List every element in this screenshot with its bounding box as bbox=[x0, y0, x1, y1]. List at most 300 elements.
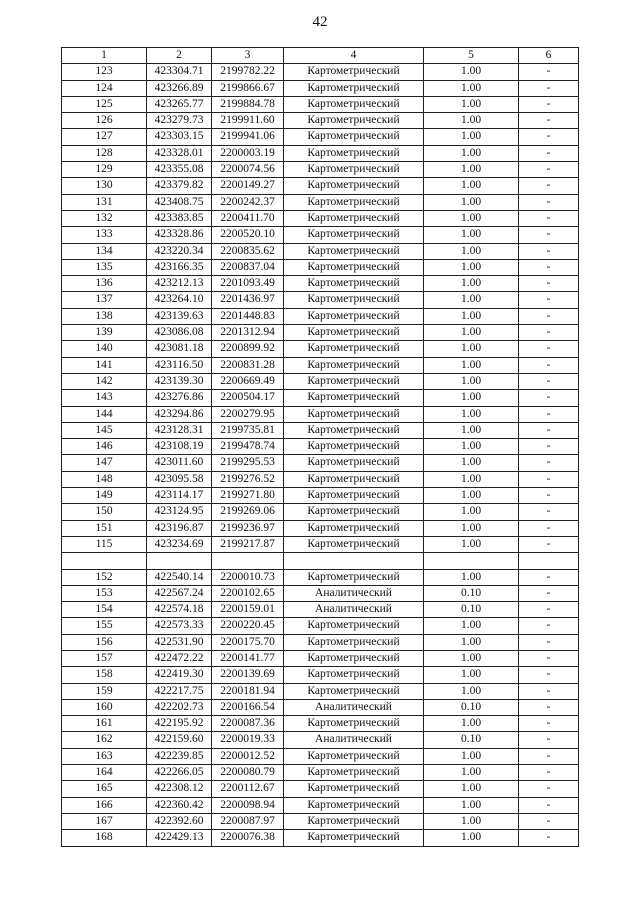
table-cell: 1.00 bbox=[424, 569, 519, 585]
table-cell: 2201436.97 bbox=[212, 292, 284, 308]
table-cell: - bbox=[519, 618, 579, 634]
table-cell: 135 bbox=[62, 259, 147, 275]
table-cell: Картометрический bbox=[284, 830, 424, 846]
table-row bbox=[62, 210, 579, 226]
table-cell: 168 bbox=[62, 830, 147, 846]
table-row bbox=[62, 797, 579, 813]
table-row bbox=[62, 683, 579, 699]
table-cell: 2200102.65 bbox=[212, 585, 284, 601]
table-cell: - bbox=[519, 699, 579, 715]
table-cell: 423139.30 bbox=[147, 373, 212, 389]
table-cell: 133 bbox=[62, 227, 147, 243]
table-cell: 1.00 bbox=[424, 357, 519, 373]
table-cell: 167 bbox=[62, 813, 147, 829]
table-cell: 156 bbox=[62, 634, 147, 650]
table-cell: 138 bbox=[62, 308, 147, 324]
table-row bbox=[62, 276, 579, 292]
table-cell: 2200166.54 bbox=[212, 699, 284, 715]
table-cell: 159 bbox=[62, 683, 147, 699]
table-cell: 423086.08 bbox=[147, 325, 212, 341]
table-cell: 166 bbox=[62, 797, 147, 813]
table-cell: 1.00 bbox=[424, 243, 519, 259]
page-number: 42 bbox=[312, 14, 328, 30]
table-cell: - bbox=[519, 455, 579, 471]
table-cell: 423279.73 bbox=[147, 113, 212, 129]
table-cell: 1.00 bbox=[424, 325, 519, 341]
table-row bbox=[62, 732, 579, 748]
table-cell: - bbox=[519, 113, 579, 129]
table-row bbox=[62, 765, 579, 781]
table-cell: 2199782.22 bbox=[212, 64, 284, 80]
table-cell: - bbox=[519, 64, 579, 80]
table-cell bbox=[284, 553, 424, 569]
table-cell: - bbox=[519, 765, 579, 781]
table-cell: 423328.86 bbox=[147, 227, 212, 243]
table-cell: Картометрический bbox=[284, 227, 424, 243]
table-cell: Картометрический bbox=[284, 357, 424, 373]
table-cell: 423294.86 bbox=[147, 406, 212, 422]
table-cell: Картометрический bbox=[284, 308, 424, 324]
table-cell: 157 bbox=[62, 650, 147, 666]
table-cell: 423379.82 bbox=[147, 178, 212, 194]
table-cell: - bbox=[519, 357, 579, 373]
table-cell: 2201093.49 bbox=[212, 276, 284, 292]
table-cell: 152 bbox=[62, 569, 147, 585]
table-cell: 2200098.94 bbox=[212, 797, 284, 813]
table-cell: 150 bbox=[62, 504, 147, 520]
table-header-row bbox=[62, 48, 579, 64]
table-cell: - bbox=[519, 210, 579, 226]
table-cell: 2200112.67 bbox=[212, 781, 284, 797]
table-cell: Картометрический bbox=[284, 129, 424, 145]
table-cell: Картометрический bbox=[284, 243, 424, 259]
table-cell: Картометрический bbox=[284, 113, 424, 129]
table-cell: 422419.30 bbox=[147, 667, 212, 683]
table-cell: 137 bbox=[62, 292, 147, 308]
table-cell: - bbox=[519, 373, 579, 389]
table-cell: 423116.50 bbox=[147, 357, 212, 373]
table-cell: Картометрический bbox=[284, 64, 424, 80]
table-cell: 2201448.83 bbox=[212, 308, 284, 324]
table-cell: Картометрический bbox=[284, 797, 424, 813]
table-cell: - bbox=[519, 488, 579, 504]
table-cell: 423383.85 bbox=[147, 210, 212, 226]
table-cell bbox=[212, 553, 284, 569]
table-cell: Картометрический bbox=[284, 667, 424, 683]
table-cell: Картометрический bbox=[284, 259, 424, 275]
table-cell: 2199269.06 bbox=[212, 504, 284, 520]
table-cell: 2200504.17 bbox=[212, 390, 284, 406]
table-cell: Картометрический bbox=[284, 748, 424, 764]
table-cell: Картометрический bbox=[284, 96, 424, 112]
table-row bbox=[62, 227, 579, 243]
table-row bbox=[62, 699, 579, 715]
table-row bbox=[62, 406, 579, 422]
table-cell: - bbox=[519, 145, 579, 161]
table-cell: Картометрический bbox=[284, 210, 424, 226]
table-cell: Аналитический bbox=[284, 602, 424, 618]
table-row bbox=[62, 471, 579, 487]
table-cell bbox=[62, 553, 147, 569]
table-cell: 423304.71 bbox=[147, 64, 212, 80]
table-cell: 1.00 bbox=[424, 488, 519, 504]
table-row bbox=[62, 748, 579, 764]
table-cell: - bbox=[519, 569, 579, 585]
table-cell: 422392.60 bbox=[147, 813, 212, 829]
table-cell: 139 bbox=[62, 325, 147, 341]
table-cell: - bbox=[519, 439, 579, 455]
table-row bbox=[62, 194, 579, 210]
table-cell: - bbox=[519, 162, 579, 178]
table-cell: Картометрический bbox=[284, 373, 424, 389]
table-cell: 163 bbox=[62, 748, 147, 764]
table-row bbox=[62, 243, 579, 259]
table-cell: 423108.19 bbox=[147, 439, 212, 455]
table-row bbox=[62, 64, 579, 80]
table-cell: 423081.18 bbox=[147, 341, 212, 357]
table-cell: - bbox=[519, 227, 579, 243]
table-cell: Картометрический bbox=[284, 341, 424, 357]
table-row bbox=[62, 113, 579, 129]
table-cell: Картометрический bbox=[284, 406, 424, 422]
table-cell: - bbox=[519, 748, 579, 764]
header-cell: 4 bbox=[284, 48, 424, 64]
table-row bbox=[62, 488, 579, 504]
table-cell: 134 bbox=[62, 243, 147, 259]
table-cell: Картометрический bbox=[284, 618, 424, 634]
table-cell: 423011.60 bbox=[147, 455, 212, 471]
table-cell: 147 bbox=[62, 455, 147, 471]
table-cell: - bbox=[519, 129, 579, 145]
table-cell: - bbox=[519, 308, 579, 324]
table-row bbox=[62, 390, 579, 406]
table-cell: 1.00 bbox=[424, 129, 519, 145]
table-cell: 154 bbox=[62, 602, 147, 618]
table-row bbox=[62, 325, 579, 341]
table-cell: 1.00 bbox=[424, 520, 519, 536]
table-cell: - bbox=[519, 634, 579, 650]
table-cell: 1.00 bbox=[424, 80, 519, 96]
table-cell: 423128.31 bbox=[147, 422, 212, 438]
table-cell: 423266.89 bbox=[147, 80, 212, 96]
table-cell: 0.10 bbox=[424, 585, 519, 601]
table-cell: 422195.92 bbox=[147, 716, 212, 732]
table-cell: 2200080.79 bbox=[212, 765, 284, 781]
table-cell: - bbox=[519, 732, 579, 748]
table-cell: 146 bbox=[62, 439, 147, 455]
table-cell: 2200242.37 bbox=[212, 194, 284, 210]
table-cell: 1.00 bbox=[424, 422, 519, 438]
table-cell: 2200220.45 bbox=[212, 618, 284, 634]
table-cell: 1.00 bbox=[424, 536, 519, 552]
table-cell: 1.00 bbox=[424, 145, 519, 161]
table-cell: Картометрический bbox=[284, 162, 424, 178]
table-body bbox=[62, 64, 579, 846]
table-cell: 423408.75 bbox=[147, 194, 212, 210]
coordinates-table bbox=[61, 47, 579, 847]
table-cell: - bbox=[519, 650, 579, 666]
table-cell: 2200159.01 bbox=[212, 602, 284, 618]
table-cell: 423114.17 bbox=[147, 488, 212, 504]
table-cell: 165 bbox=[62, 781, 147, 797]
table-cell: Аналитический bbox=[284, 732, 424, 748]
table-cell: - bbox=[519, 276, 579, 292]
table-cell: 130 bbox=[62, 178, 147, 194]
table-cell: 1.00 bbox=[424, 439, 519, 455]
table-row bbox=[62, 618, 579, 634]
table-cell: 2200087.97 bbox=[212, 813, 284, 829]
table-cell: 140 bbox=[62, 341, 147, 357]
table-row bbox=[62, 292, 579, 308]
table-cell: 2200141.77 bbox=[212, 650, 284, 666]
table-cell: 2200181.94 bbox=[212, 683, 284, 699]
table-cell: 1.00 bbox=[424, 178, 519, 194]
table-row bbox=[62, 373, 579, 389]
table-cell: 423303.15 bbox=[147, 129, 212, 145]
table-row bbox=[62, 80, 579, 96]
table-cell: 1.00 bbox=[424, 227, 519, 243]
table-cell: 423234.69 bbox=[147, 536, 212, 552]
table-cell: 2199295.53 bbox=[212, 455, 284, 471]
table-cell: 125 bbox=[62, 96, 147, 112]
table-cell: - bbox=[519, 259, 579, 275]
table-cell: 423139.63 bbox=[147, 308, 212, 324]
table-cell: 155 bbox=[62, 618, 147, 634]
table-cell: - bbox=[519, 178, 579, 194]
header-cell: 3 bbox=[212, 48, 284, 64]
table-cell: 2199941.06 bbox=[212, 129, 284, 145]
table-cell: 422217.75 bbox=[147, 683, 212, 699]
table-row bbox=[62, 308, 579, 324]
table-cell: 1.00 bbox=[424, 96, 519, 112]
header-cell: 2 bbox=[147, 48, 212, 64]
table-cell: 1.00 bbox=[424, 259, 519, 275]
table-cell: 2200149.27 bbox=[212, 178, 284, 194]
table-cell: - bbox=[519, 390, 579, 406]
table-row bbox=[62, 129, 579, 145]
table-cell: Картометрический bbox=[284, 178, 424, 194]
table-cell: 0.10 bbox=[424, 602, 519, 618]
table-cell: Картометрический bbox=[284, 504, 424, 520]
table-cell: - bbox=[519, 585, 579, 601]
table-cell: 129 bbox=[62, 162, 147, 178]
table-cell: 123 bbox=[62, 64, 147, 80]
table-cell: 2200279.95 bbox=[212, 406, 284, 422]
table-cell: 2200831.28 bbox=[212, 357, 284, 373]
table-cell: 164 bbox=[62, 765, 147, 781]
table-cell: 2200019.33 bbox=[212, 732, 284, 748]
table-row bbox=[62, 569, 579, 585]
table-cell: Аналитический bbox=[284, 585, 424, 601]
table-cell: 136 bbox=[62, 276, 147, 292]
table-cell: 2199236.97 bbox=[212, 520, 284, 536]
table-cell: - bbox=[519, 813, 579, 829]
table-cell: - bbox=[519, 325, 579, 341]
table-cell: 1.00 bbox=[424, 455, 519, 471]
table-cell bbox=[424, 553, 519, 569]
table-cell: - bbox=[519, 471, 579, 487]
table-cell: 423355.08 bbox=[147, 162, 212, 178]
table-cell: 1.00 bbox=[424, 813, 519, 829]
table-cell: 131 bbox=[62, 194, 147, 210]
table-cell: 2199866.67 bbox=[212, 80, 284, 96]
table-cell: - bbox=[519, 830, 579, 846]
table-cell: 1.00 bbox=[424, 64, 519, 80]
table-cell: Картометрический bbox=[284, 634, 424, 650]
table-cell: 2199271.80 bbox=[212, 488, 284, 504]
table-row bbox=[62, 585, 579, 601]
table-cell: 1.00 bbox=[424, 781, 519, 797]
table-cell: Картометрический bbox=[284, 455, 424, 471]
table-cell: 162 bbox=[62, 732, 147, 748]
table-cell: 423264.10 bbox=[147, 292, 212, 308]
table-cell: 2199276.52 bbox=[212, 471, 284, 487]
table-cell: Картометрический bbox=[284, 390, 424, 406]
table-cell bbox=[519, 553, 579, 569]
table-cell: - bbox=[519, 96, 579, 112]
table-cell: 1.00 bbox=[424, 162, 519, 178]
table-cell: 422574.18 bbox=[147, 602, 212, 618]
table-cell: - bbox=[519, 716, 579, 732]
table-cell: Аналитический bbox=[284, 699, 424, 715]
table-cell: 1.00 bbox=[424, 504, 519, 520]
table-cell: - bbox=[519, 194, 579, 210]
table-row bbox=[62, 830, 579, 846]
table-cell: 2200411.70 bbox=[212, 210, 284, 226]
header-cell: 1 bbox=[62, 48, 147, 64]
table-cell: 0.10 bbox=[424, 732, 519, 748]
table-row bbox=[62, 357, 579, 373]
table-cell: - bbox=[519, 667, 579, 683]
table-row bbox=[62, 178, 579, 194]
table-cell: 2200012.52 bbox=[212, 748, 284, 764]
table-cell: 115 bbox=[62, 536, 147, 552]
table-row bbox=[62, 650, 579, 666]
table-cell: 2200835.62 bbox=[212, 243, 284, 259]
table-cell: 422531.90 bbox=[147, 634, 212, 650]
table-row bbox=[62, 422, 579, 438]
table-cell: - bbox=[519, 536, 579, 552]
table-cell: - bbox=[519, 406, 579, 422]
table-cell: 151 bbox=[62, 520, 147, 536]
table-row bbox=[62, 162, 579, 178]
table-cell: 422429.13 bbox=[147, 830, 212, 846]
table-cell: 422573.33 bbox=[147, 618, 212, 634]
table-cell: 422266.05 bbox=[147, 765, 212, 781]
table-cell: - bbox=[519, 243, 579, 259]
table-cell: 1.00 bbox=[424, 308, 519, 324]
table-cell: 2200520.10 bbox=[212, 227, 284, 243]
table-cell: Картометрический bbox=[284, 145, 424, 161]
table-cell: 145 bbox=[62, 422, 147, 438]
table-cell: 423276.86 bbox=[147, 390, 212, 406]
table-cell: 1.00 bbox=[424, 390, 519, 406]
table-cell: 1.00 bbox=[424, 292, 519, 308]
table-cell: 1.00 bbox=[424, 406, 519, 422]
table-cell: 160 bbox=[62, 699, 147, 715]
table-row bbox=[62, 96, 579, 112]
table-row bbox=[62, 781, 579, 797]
table-cell: Картометрический bbox=[284, 325, 424, 341]
table-cell: 1.00 bbox=[424, 471, 519, 487]
table-cell: Картометрический bbox=[284, 650, 424, 666]
table-cell: 2199217.87 bbox=[212, 536, 284, 552]
table-cell: 1.00 bbox=[424, 650, 519, 666]
table-cell: 1.00 bbox=[424, 210, 519, 226]
table-cell: - bbox=[519, 341, 579, 357]
table-cell: Картометрический bbox=[284, 292, 424, 308]
table-cell: 1.00 bbox=[424, 276, 519, 292]
table-cell: 422202.73 bbox=[147, 699, 212, 715]
table-cell: 1.00 bbox=[424, 683, 519, 699]
table-cell: 2200076.38 bbox=[212, 830, 284, 846]
table-cell bbox=[147, 553, 212, 569]
table-cell: 422540.14 bbox=[147, 569, 212, 585]
table-cell: 0.10 bbox=[424, 699, 519, 715]
table-cell: 423095.58 bbox=[147, 471, 212, 487]
table-cell: - bbox=[519, 520, 579, 536]
table-cell: 2199478.74 bbox=[212, 439, 284, 455]
table-row bbox=[62, 634, 579, 650]
table-cell: 422472.22 bbox=[147, 650, 212, 666]
table-cell: Картометрический bbox=[284, 536, 424, 552]
table-cell: Картометрический bbox=[284, 194, 424, 210]
table-cell: 144 bbox=[62, 406, 147, 422]
table-row bbox=[62, 259, 579, 275]
table-cell: Картометрический bbox=[284, 813, 424, 829]
table-cell: Картометрический bbox=[284, 569, 424, 585]
table-cell: Картометрический bbox=[284, 439, 424, 455]
table-cell: 423328.01 bbox=[147, 145, 212, 161]
table-cell: - bbox=[519, 292, 579, 308]
table-cell: 2200175.70 bbox=[212, 634, 284, 650]
table-cell: Картометрический bbox=[284, 716, 424, 732]
table-cell: 423265.77 bbox=[147, 96, 212, 112]
table-cell: 423196.87 bbox=[147, 520, 212, 536]
table-cell: 423220.34 bbox=[147, 243, 212, 259]
table-row bbox=[62, 455, 579, 471]
table-cell: 132 bbox=[62, 210, 147, 226]
table-row bbox=[62, 520, 579, 536]
table-cell: 1.00 bbox=[424, 634, 519, 650]
table-cell: - bbox=[519, 797, 579, 813]
table-cell: 1.00 bbox=[424, 667, 519, 683]
table-cell: Картометрический bbox=[284, 488, 424, 504]
table-cell: 148 bbox=[62, 471, 147, 487]
table-cell: 1.00 bbox=[424, 830, 519, 846]
table-cell: 2200003.19 bbox=[212, 145, 284, 161]
table-cell: 1.00 bbox=[424, 373, 519, 389]
table-cell: 422308.12 bbox=[147, 781, 212, 797]
table-cell: 161 bbox=[62, 716, 147, 732]
table-cell: - bbox=[519, 781, 579, 797]
table-row bbox=[62, 536, 579, 552]
table-cell: 423212.13 bbox=[147, 276, 212, 292]
table-cell: 2200899.92 bbox=[212, 341, 284, 357]
table-cell: 423124.95 bbox=[147, 504, 212, 520]
table-cell: Картометрический bbox=[284, 276, 424, 292]
table-cell: Картометрический bbox=[284, 80, 424, 96]
table-row bbox=[62, 145, 579, 161]
table-row bbox=[62, 813, 579, 829]
table-cell: - bbox=[519, 683, 579, 699]
table-cell: 143 bbox=[62, 390, 147, 406]
table-row bbox=[62, 553, 579, 569]
table-cell: 1.00 bbox=[424, 716, 519, 732]
table-row bbox=[62, 504, 579, 520]
table-cell: Картометрический bbox=[284, 781, 424, 797]
table-cell: 2199884.78 bbox=[212, 96, 284, 112]
